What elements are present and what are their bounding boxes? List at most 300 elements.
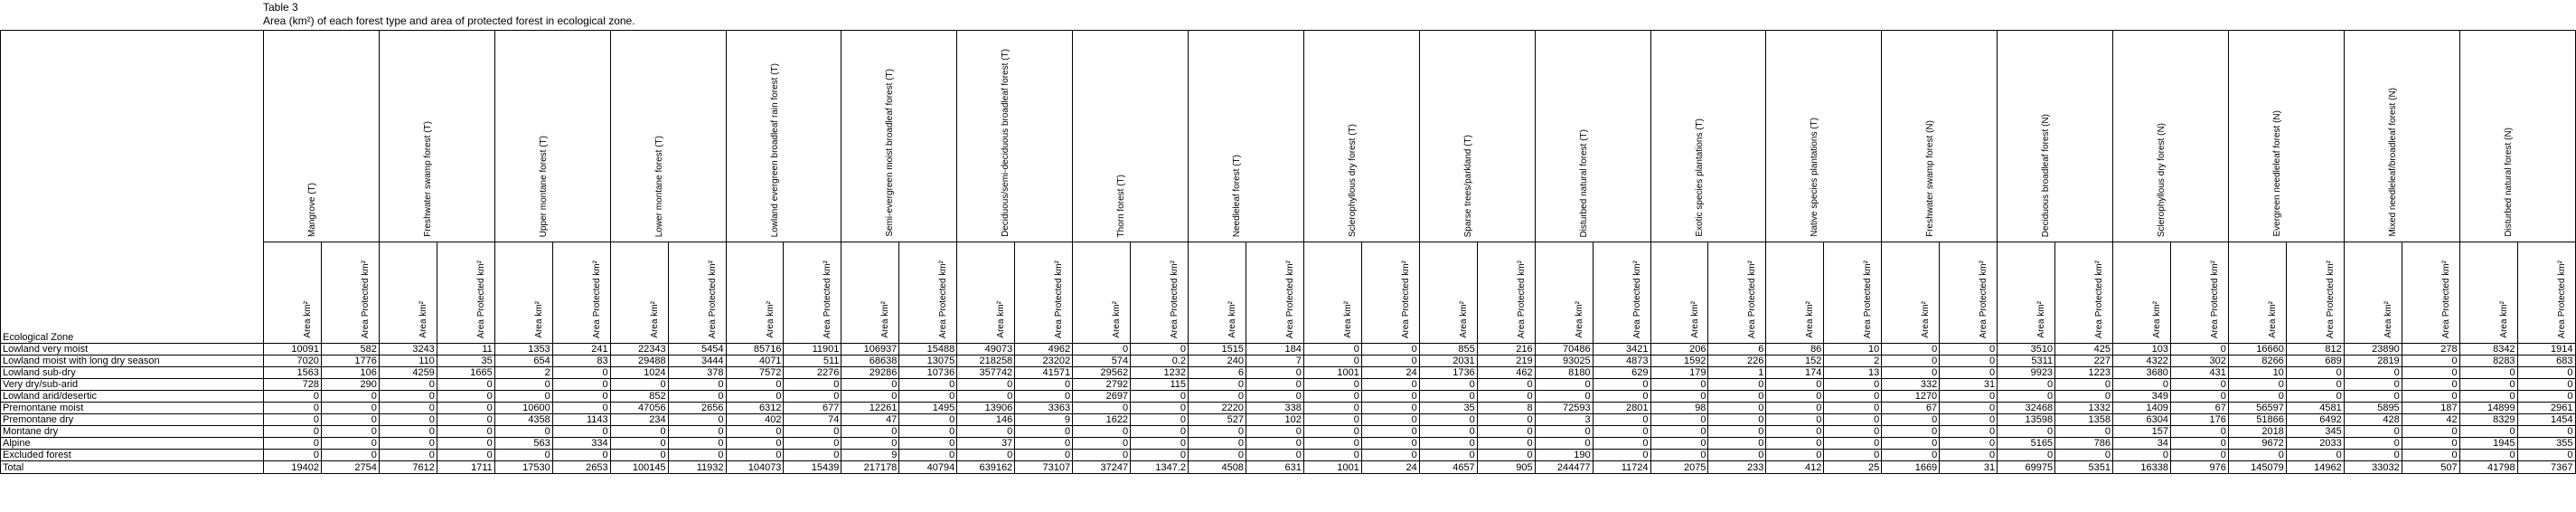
protected-area-cell: 0: [437, 414, 494, 426]
area-cell: 0: [264, 414, 322, 426]
area-cell: 110: [379, 356, 437, 367]
area-cell: 19402: [264, 461, 322, 474]
area-cell: 0: [1882, 450, 1940, 461]
area-cell: 0: [379, 414, 437, 426]
unit-label: Area km²: [1342, 301, 1353, 338]
area-cell: 574: [1073, 356, 1131, 367]
area-cell: 70486: [1535, 344, 1593, 356]
protected-area-cell: 0: [1015, 438, 1073, 450]
area-cell: 855: [1419, 344, 1477, 356]
area-unit-header: [957, 242, 1015, 344]
protected-area-cell: 4581: [2286, 403, 2344, 414]
area-cell: 0: [1189, 438, 1246, 450]
area-cell: 145079: [2228, 461, 2286, 474]
protected-area-cell: 14962: [2286, 461, 2344, 474]
table-row: [1, 438, 2576, 450]
area-cell: 0: [610, 426, 668, 438]
forest-type-header: [2344, 31, 2459, 242]
protected-area-cell: 7367: [2517, 461, 2575, 474]
protected-area-cell: 0: [1824, 379, 1882, 391]
area-cell: 2: [494, 367, 552, 379]
protected-area-cell: 334: [552, 438, 610, 450]
protected-area-cell: 0: [1708, 403, 1766, 414]
area-cell: 0: [1650, 391, 1708, 403]
area-cell: 0: [1419, 438, 1477, 450]
area-cell: 0: [1073, 450, 1131, 461]
protected-area-cell: 42: [2402, 414, 2459, 426]
area-cell: 72593: [1535, 403, 1593, 414]
area-cell: 217178: [841, 461, 899, 474]
area-cell: 0: [1882, 344, 1940, 356]
area-cell: 4657: [1419, 461, 1477, 474]
unit-label: Area Protected km²: [2556, 260, 2567, 338]
area-cell: 2031: [1419, 356, 1477, 367]
protected-area-cell: 24: [1361, 367, 1419, 379]
protected-area-cell: 0: [1246, 426, 1303, 438]
protected-area-cell: 0: [1940, 438, 1998, 450]
protected-area-cell: 0: [1940, 344, 1998, 356]
protected-area-cell: 0: [2517, 379, 2575, 391]
area-cell: 0: [1535, 379, 1593, 391]
area-cell: 0: [264, 438, 322, 450]
table-row: [1, 367, 2576, 379]
protected-area-cell: 0: [1940, 367, 1998, 379]
area-cell: 5311: [1998, 356, 2055, 367]
protected-area-cell: 0: [321, 391, 379, 403]
protected-area-cell: 0: [2517, 450, 2575, 461]
forest-type-header: [610, 31, 726, 242]
protected-area-cell: 25: [1824, 461, 1882, 474]
protected-area-cell: 5454: [668, 344, 726, 356]
protected-area-cell: 689: [2286, 356, 2344, 367]
unit-label: Area Protected km²: [1516, 260, 1527, 338]
protected-area-cell: 0: [668, 391, 726, 403]
area-cell: 0: [1650, 438, 1708, 450]
area-cell: 5165: [1998, 438, 2055, 450]
protected-area-cell: 0: [2517, 426, 2575, 438]
area-cell: 67: [1882, 403, 1940, 414]
area-cell: 29562: [1073, 367, 1131, 379]
area-cell: 5895: [2344, 403, 2402, 414]
forest-type-header-row: [1, 31, 2576, 242]
area-unit-header: [1419, 242, 1477, 344]
protected-area-cell: 0: [552, 367, 610, 379]
protected-area-cell: 0: [2402, 391, 2459, 403]
protected-area-cell: 241: [552, 344, 610, 356]
forest-type-header: [2113, 31, 2229, 242]
protected-area-cell: 67: [2170, 403, 2228, 414]
protected-area-cell: 0: [784, 438, 841, 450]
protected-area-cell: 187: [2402, 403, 2459, 414]
area-cell: 56597: [2228, 403, 2286, 414]
protected-area-cell: 0: [2402, 426, 2459, 438]
protected-area-cell: 0: [1477, 391, 1535, 403]
area-cell: 0: [1535, 391, 1593, 403]
area-cell: 22343: [610, 344, 668, 356]
area-cell: 4358: [494, 414, 552, 426]
area-cell: 8329: [2459, 414, 2517, 426]
forest-type-header: [2459, 31, 2575, 242]
table-caption-number: Table 3: [263, 1, 298, 14]
area-cell: 0: [1303, 438, 1361, 450]
area-cell: 0: [1303, 403, 1361, 414]
protected-area-cell: 0: [1015, 379, 1073, 391]
protected-area-cell: 0: [321, 426, 379, 438]
area-cell: 0: [957, 426, 1015, 438]
forest-type-header: [1766, 31, 1882, 242]
area-cell: 0: [2228, 391, 2286, 403]
area-cell: 0: [2344, 367, 2402, 379]
protected-area-cell: 0: [1131, 403, 1189, 414]
forest-type-label: Evergreen needleleaf forest (N): [2271, 110, 2282, 237]
forest-type-label: Mangrove (T): [307, 182, 317, 237]
area-cell: 0: [264, 403, 322, 414]
protected-area-cell: 338: [1246, 403, 1303, 414]
area-cell: 1592: [1650, 356, 1708, 367]
area-cell: 0: [1303, 356, 1361, 367]
table-row: [1, 356, 2576, 367]
area-cell: 86: [1766, 344, 1824, 356]
total-row: [1, 461, 2576, 474]
area-cell: 179: [1650, 367, 1708, 379]
protected-area-cell: 0: [1940, 356, 1998, 367]
protected-area-cell: 0: [437, 391, 494, 403]
protected-area-cell: 4962: [1015, 344, 1073, 356]
protected-area-cell: 1454: [2517, 414, 2575, 426]
protected-area-cell: 11901: [784, 344, 841, 356]
protected-area-unit-header: [2286, 242, 2344, 344]
forest-type-label: Disturbed natural forest (N): [2503, 128, 2514, 237]
protected-area-cell: 3421: [1593, 344, 1650, 356]
forest-type-label: Sclerophyllous dry forest (N): [2157, 122, 2167, 237]
area-cell: 4071: [726, 356, 784, 367]
area-cell: 0: [1998, 379, 2055, 391]
area-cell: 0: [2113, 450, 2171, 461]
protected-area-cell: 0: [2402, 379, 2459, 391]
protected-area-cell: 115: [1131, 379, 1189, 391]
total-label: Total: [1, 461, 264, 474]
protected-area-cell: 0: [2286, 367, 2344, 379]
protected-area-cell: 0: [668, 450, 726, 461]
protected-area-cell: 345: [2286, 426, 2344, 438]
protected-area-cell: 0: [1361, 391, 1419, 403]
area-cell: 35: [1419, 403, 1477, 414]
area-cell: 527: [1189, 414, 1246, 426]
area-unit-header: [1766, 242, 1824, 344]
protected-area-cell: 1665: [437, 367, 494, 379]
unit-label: Area Protected km²: [1631, 260, 1642, 338]
area-cell: 8342: [2459, 344, 2517, 356]
protected-area-cell: 1358: [2055, 414, 2113, 426]
area-cell: 49073: [957, 344, 1015, 356]
area-unit-header: [379, 242, 437, 344]
forest-type-header: [1419, 31, 1535, 242]
forest-type-header: [1073, 31, 1189, 242]
forest-type-header: [2228, 31, 2344, 242]
protected-area-cell: 507: [2402, 461, 2459, 474]
protected-area-cell: 511: [784, 356, 841, 367]
table-row: [1, 391, 2576, 403]
area-cell: 0: [1766, 379, 1824, 391]
area-cell: 0: [2459, 426, 2517, 438]
area-cell: 728: [264, 379, 322, 391]
protected-area-cell: 0: [668, 379, 726, 391]
area-cell: 0: [1650, 450, 1708, 461]
protected-area-cell: 0: [2055, 450, 2113, 461]
protected-area-cell: 4873: [1593, 356, 1650, 367]
protected-area-cell: 0: [2170, 426, 2228, 438]
area-cell: 0: [2459, 391, 2517, 403]
area-cell: 357742: [957, 367, 1015, 379]
area-cell: 33032: [2344, 461, 2402, 474]
protected-area-cell: 0: [1593, 426, 1650, 438]
protected-area-cell: 1332: [2055, 403, 2113, 414]
protected-area-cell: 1232: [1131, 367, 1189, 379]
area-cell: 0: [1882, 356, 1940, 367]
unit-label: Area km²: [1112, 301, 1123, 338]
area-unit-header: [494, 242, 552, 344]
area-cell: 34: [2113, 438, 2171, 450]
protected-area-unit-header: [1824, 242, 1882, 344]
protected-area-cell: 0: [2286, 379, 2344, 391]
protected-area-cell: 102: [1246, 414, 1303, 426]
protected-area-cell: 0: [2286, 391, 2344, 403]
area-cell: 190: [1535, 450, 1593, 461]
protected-area-cell: 2801: [1593, 403, 1650, 414]
protected-area-cell: 2653: [552, 461, 610, 474]
area-cell: 852: [610, 391, 668, 403]
protected-area-cell: 0: [1940, 414, 1998, 426]
area-cell: 240: [1189, 356, 1246, 367]
area-cell: 2220: [1189, 403, 1246, 414]
forest-type-header: [1535, 31, 1650, 242]
protected-area-cell: 10: [1824, 344, 1882, 356]
protected-area-cell: 0: [1940, 450, 1998, 461]
area-cell: 0: [957, 391, 1015, 403]
unit-label: Area km²: [2036, 301, 2047, 338]
area-cell: 37247: [1073, 461, 1131, 474]
unit-label: Area km²: [2152, 301, 2162, 338]
protected-area-cell: 3363: [1015, 403, 1073, 414]
area-cell: 0: [1535, 438, 1593, 450]
unit-label: Area km²: [2267, 301, 2278, 338]
forest-type-header: [1882, 31, 1998, 242]
area-unit-header: [610, 242, 668, 344]
area-unit-header: [1073, 242, 1131, 344]
area-cell: 0: [1766, 438, 1824, 450]
area-unit-header: [264, 242, 322, 344]
area-cell: 0: [2228, 450, 2286, 461]
protected-area-cell: 0: [1361, 426, 1419, 438]
protected-area-cell: 462: [1477, 367, 1535, 379]
protected-area-cell: 31: [1940, 379, 1998, 391]
area-cell: 0: [1073, 344, 1131, 356]
area-cell: 0: [1419, 391, 1477, 403]
area-cell: 103: [2113, 344, 2171, 356]
protected-area-cell: 0: [437, 438, 494, 450]
protected-area-unit-header: [1708, 242, 1766, 344]
area-cell: 0: [2228, 379, 2286, 391]
area-cell: 0: [494, 391, 552, 403]
area-cell: 0: [841, 438, 899, 450]
protected-area-cell: 3444: [668, 356, 726, 367]
area-unit-header: [1882, 242, 1940, 344]
protected-area-cell: 0: [437, 379, 494, 391]
forest-type-header: [726, 31, 841, 242]
protected-area-cell: 0: [1708, 391, 1766, 403]
protected-area-cell: 0: [2170, 379, 2228, 391]
protected-area-cell: 0: [1824, 438, 1882, 450]
protected-area-cell: 2033: [2286, 438, 2344, 450]
area-cell: 563: [494, 438, 552, 450]
protected-area-cell: 0: [552, 379, 610, 391]
unit-label: Area km²: [533, 301, 544, 338]
area-cell: 85716: [726, 344, 784, 356]
area-cell: 13598: [1998, 414, 2055, 426]
protected-area-cell: 0: [2402, 356, 2459, 367]
protected-area-cell: 0: [2055, 391, 2113, 403]
protected-area-cell: 0: [1477, 426, 1535, 438]
protected-area-cell: 378: [668, 367, 726, 379]
protected-area-cell: 219: [1477, 356, 1535, 367]
protected-area-cell: 0: [1131, 426, 1189, 438]
area-cell: 0: [1419, 414, 1477, 426]
protected-area-cell: 0: [1824, 391, 1882, 403]
protected-area-cell: 0: [1246, 379, 1303, 391]
area-cell: 106937: [841, 344, 899, 356]
unit-label: Area Protected km²: [1863, 260, 1874, 338]
area-cell: 0: [1189, 379, 1246, 391]
area-cell: 0: [1073, 438, 1131, 450]
unit-label: Area Protected km²: [1170, 260, 1180, 338]
unit-label: Area Protected km²: [1284, 260, 1295, 338]
area-cell: 0: [1303, 450, 1361, 461]
area-cell: 68638: [841, 356, 899, 367]
protected-area-cell: 0: [1246, 367, 1303, 379]
protected-area-cell: 786: [2055, 438, 2113, 450]
unit-label: Area Protected km²: [1054, 260, 1065, 338]
protected-area-cell: 0: [784, 426, 841, 438]
area-cell: 0: [1766, 450, 1824, 461]
area-cell: 14899: [2459, 403, 2517, 414]
forest-type-label: Needleleaf forest (T): [1232, 154, 1242, 237]
protected-area-cell: 0: [552, 450, 610, 461]
area-cell: 0: [1882, 426, 1940, 438]
area-cell: 6304: [2113, 414, 2171, 426]
table-row: [1, 403, 2576, 414]
protected-area-cell: 1914: [2517, 344, 2575, 356]
forest-type-label: Lower montane forest (T): [653, 135, 664, 237]
area-unit-header: [1189, 242, 1246, 344]
area-cell: 0: [1650, 426, 1708, 438]
area-cell: 6: [1189, 367, 1246, 379]
protected-area-cell: 0: [1824, 426, 1882, 438]
unit-label: Area km²: [880, 301, 891, 338]
protected-area-cell: 176: [2170, 414, 2228, 426]
protected-area-cell: 683: [2517, 356, 2575, 367]
protected-area-cell: 629: [1593, 367, 1650, 379]
protected-area-cell: 11724: [1593, 461, 1650, 474]
ecological-zone-name: Very dry/sub-arid: [1, 379, 264, 391]
area-cell: 0: [1998, 426, 2055, 438]
protected-area-unit-header: [1477, 242, 1535, 344]
protected-area-cell: 0: [1131, 450, 1189, 461]
protected-area-unit-header: [1015, 242, 1073, 344]
area-unit-header: [2113, 242, 2171, 344]
area-cell: 3: [1535, 414, 1593, 426]
area-cell: 1024: [610, 367, 668, 379]
area-cell: 0: [1419, 426, 1477, 438]
area-cell: 0: [494, 450, 552, 461]
area-cell: 1622: [1073, 414, 1131, 426]
unit-label: Area Protected km²: [1400, 260, 1411, 338]
table-caption-title: Area (km²) of each forest type and area of protected forest in ecological zone.: [263, 14, 635, 27]
protected-area-cell: 0.2: [1131, 356, 1189, 367]
area-cell: 0: [494, 379, 552, 391]
area-cell: 0: [2344, 426, 2402, 438]
ecological-zone-name: Premontane dry: [1, 414, 264, 426]
area-cell: 0: [264, 450, 322, 461]
area-cell: 1515: [1189, 344, 1246, 356]
protected-area-unit-header: [899, 242, 957, 344]
area-cell: 98: [1650, 403, 1708, 414]
protected-area-cell: 0: [1708, 426, 1766, 438]
protected-area-cell: 0: [1708, 450, 1766, 461]
forest-type-label: Semi-evergreen moist broadleaf forest (T): [885, 69, 896, 237]
forest-type-label: Upper montane forest (T): [538, 135, 549, 237]
unit-label: Area km²: [649, 301, 660, 338]
area-cell: 8180: [1535, 367, 1593, 379]
area-cell: 349: [2113, 391, 2171, 403]
protected-area-cell: 24: [1361, 461, 1419, 474]
ecological-zone-name: Lowland arid/desertic: [1, 391, 264, 403]
area-cell: 234: [610, 414, 668, 426]
forest-type-label: Lowland evergreen broadleaf rain forest (T): [769, 62, 780, 237]
area-cell: 1353: [494, 344, 552, 356]
area-cell: 0: [1189, 426, 1246, 438]
area-cell: 3680: [2113, 367, 2171, 379]
forest-area-table: [0, 30, 2576, 474]
area-cell: 2075: [1650, 461, 1708, 474]
unit-label: Area km²: [1805, 301, 1816, 338]
area-cell: 1563: [264, 367, 322, 379]
protected-area-cell: 10736: [899, 367, 957, 379]
protected-area-cell: 15439: [784, 461, 841, 474]
area-unit-header: [841, 242, 899, 344]
area-cell: 41798: [2459, 461, 2517, 474]
area-cell: 0: [379, 426, 437, 438]
protected-area-cell: 0: [668, 438, 726, 450]
area-cell: 37: [957, 438, 1015, 450]
area-cell: 0: [1189, 450, 1246, 461]
area-cell: 8283: [2459, 356, 2517, 367]
area-cell: 0: [1419, 450, 1477, 461]
protected-area-cell: 83: [552, 356, 610, 367]
ecological-zone-label: Ecological Zone: [3, 332, 74, 343]
protected-area-cell: 0: [2517, 367, 2575, 379]
protected-area-cell: 0: [2170, 391, 2228, 403]
forest-type-header: [379, 31, 494, 242]
protected-area-cell: 0: [2170, 450, 2228, 461]
area-cell: 157: [2113, 426, 2171, 438]
area-cell: 0: [2344, 379, 2402, 391]
area-cell: 0: [841, 426, 899, 438]
unit-label: Area km²: [418, 301, 428, 338]
protected-area-cell: 631: [1246, 461, 1303, 474]
protected-area-cell: 73107: [1015, 461, 1073, 474]
area-cell: 0: [957, 379, 1015, 391]
area-cell: 0: [379, 450, 437, 461]
